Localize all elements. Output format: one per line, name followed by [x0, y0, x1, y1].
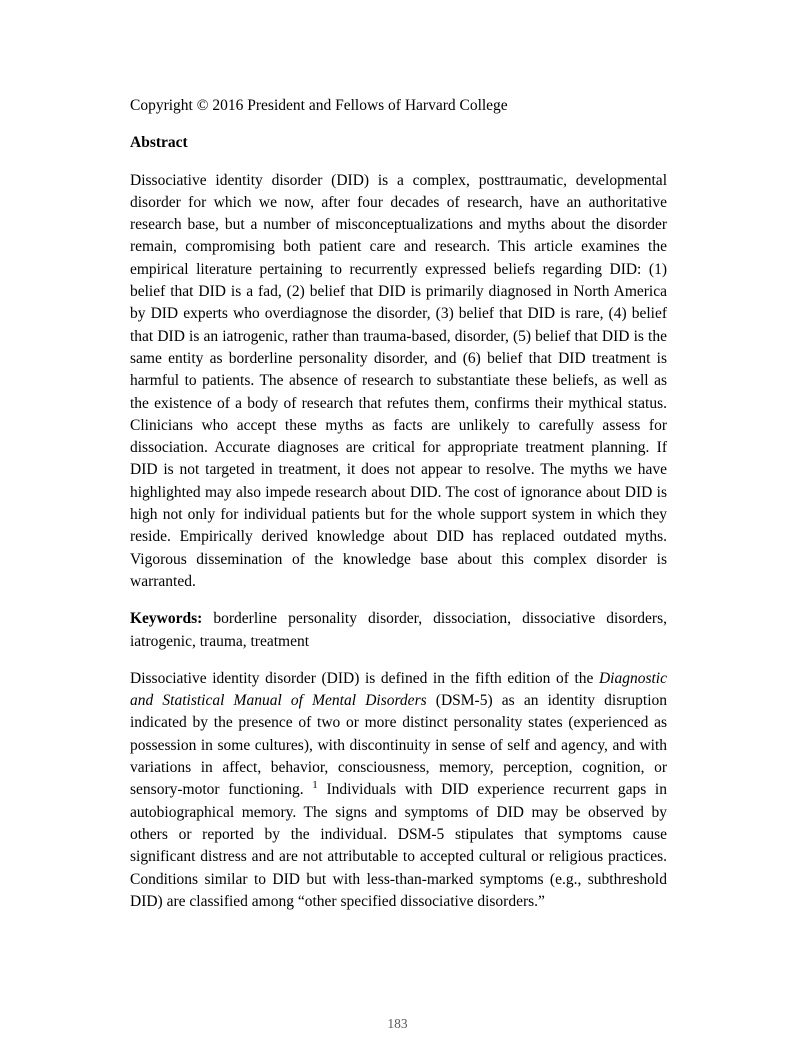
body-paragraph-end: Individuals with DID experience recurrent gaps in autobiographical memory. The signs and symptoms of DID may be observed by others or reported by the individual. DSM-5 stipulates that symptoms cause significant distress and are not attributable to accepted cultural or religious practices. Conditions similar to DID but with less-than-marked symptoms (e.g., subthreshold DID) are classified among “other specified dissociative disorders.” — [130, 781, 667, 910]
keywords-text: borderline personality disorder, dissociation, dissociative disorders, iatrogenic, trauma, treatment — [130, 610, 667, 650]
page-content — [130, 95, 667, 928]
abstract-paragraph: Dissociative identity disorder (DID) is a complex, posttraumatic, developmental disorder for which we now, after four decades of research, have an authoritative research base, but a number of misconceptualizations and myths about the disorder remain, compromising both patient care and research. This article examines the empirical literature pertaining to recurrently expressed beliefs regarding DID: (1) belief that DID is a fad, (2) belief that DID is primarily diagnosed in North America by DID experts who overdiagnose the disorder, (3) belief that DID is rare, (4) belief that DID is an iatrogenic, rather than trauma-based, disorder, (5) belief that DID is the same entity as borderline personality disorder, and (6) belief that DID treatment is harmful to patients. The absence of research to substantiate these beliefs, as well as the existence of a body of research that refutes them, confirms their mythical status. Clinicians who accept these myths as facts are unlikely to carefully assess for dissociation. Accurate diagnoses are critical for appropriate treatment planning. If DID is not targeted in treatment, it does not appear to resolve. The myths we have highlighted may also impede research about DID. The cost of ignorance about DID is high not only for individual patients but for the whole support system in which they reside. Empirically derived knowledge about DID has replaced outdated myths. Vigorous dissemination of the knowledge base about this complex disorder is warranted. — [130, 171, 667, 590]
footnote-reference-1: 1 — [312, 779, 318, 792]
keywords-line — [130, 608, 667, 653]
body-paragraph-lead: Dissociative identity disorder (DID) is defined in the fifth edition of the — [130, 669, 599, 687]
page-footer — [0, 1015, 795, 1033]
body-paragraph-middle: (DSM-5) as an identity disruption indicated by the presence of two or more distinct personality states (experienced as possession in some cultures), with discontinuity in sense of self and agency, and with variations in affect, behavior, consciousness, memory, perception, cognition, or sensory-motor functioning. — [130, 692, 667, 799]
body-paragraph — [130, 668, 667, 913]
abstract-heading: Abstract — [130, 134, 188, 152]
keywords-label: Keywords: — [130, 610, 203, 628]
page-number: 183 — [387, 1016, 408, 1031]
copyright-line: Copyright © 2016 President and Fellows of Harvard College — [130, 97, 508, 114]
dsm-title-italic: Diagnostic and Statistical Manual of Mental Disorders — [130, 669, 667, 710]
